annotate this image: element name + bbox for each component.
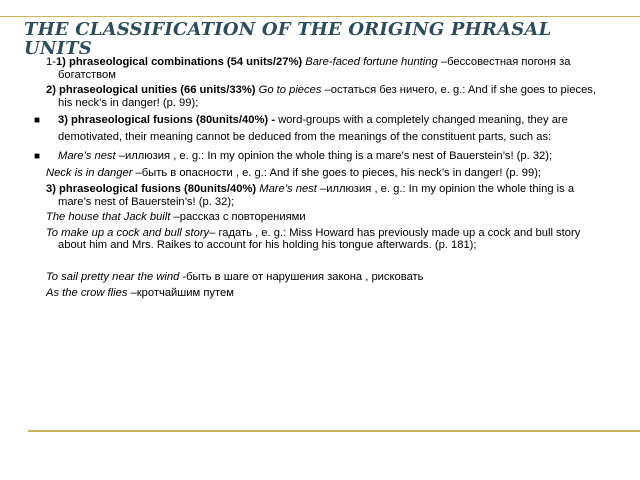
bullet-phraseological-fusions: ■ 3) phraseological fusions (80units/40%) - word-groups with a completely changed meaning, they are demotivated, their meaning cannot be deduced from the meanings of the constituent parts, such as: [34,114,568,144]
line-crow-flies: As the crow flies –кротчайшим путем [46,286,234,299]
line-house-jack-built: The house that Jack built –рассказ с повторениями [46,211,306,224]
spacer [46,255,606,271]
line-phraseological-unities: 2) phraseological unities (66 units/33%) Go to pieces –остаться без ничего, e. g.: And if she goes to pieces, his neck’s in danger! (p. 99); [46,84,596,109]
top-divider [0,16,640,17]
bullet-mares-nest: ■ Mare’s nest –иллюзия , e. g.: In my opinion the whole thing is a mare’s nest of Bauerstein’s! (p. 32); [46,148,606,165]
slide-title: THE CLASSIFICATION OF THE ORIGING PHRASAL UNITS [24,19,552,59]
line-phraseological-fusions: 3) phraseological fusions (80units/40%) Mare’s nest –иллюзия , e. g.: In my opinion the whole thing is a mare’s nest of Bauerstein’s! (p. 32); [46,182,575,208]
line-sail-near-wind: To sail pretty near the wind -быть в шаге от нарушения закона , рисковать [46,270,424,283]
line-neck-in-danger: Neck is in danger –быть в опасности , e. g.: And if she goes to pieces, his neck’s in danger! (p. 99); [46,167,542,180]
line-cock-and-bull: To make up a cock and bull story– гадать , e. g.: Miss Howard has previously made up a cock and bull story about him and Mrs. Raikes to account for his holding his tongue afterwards. (p. 181); [46,226,581,252]
slide-body [34,56,606,302]
bullet-icon: ■ [34,151,41,163]
line-phraseological-combinations: 1-1) phraseological combinations (54 units/27%) Bare-faced fortune hunting –бессовестная погоня за богатством [46,56,571,81]
bullet-icon: ■ [34,115,41,127]
bottom-divider [28,430,640,432]
